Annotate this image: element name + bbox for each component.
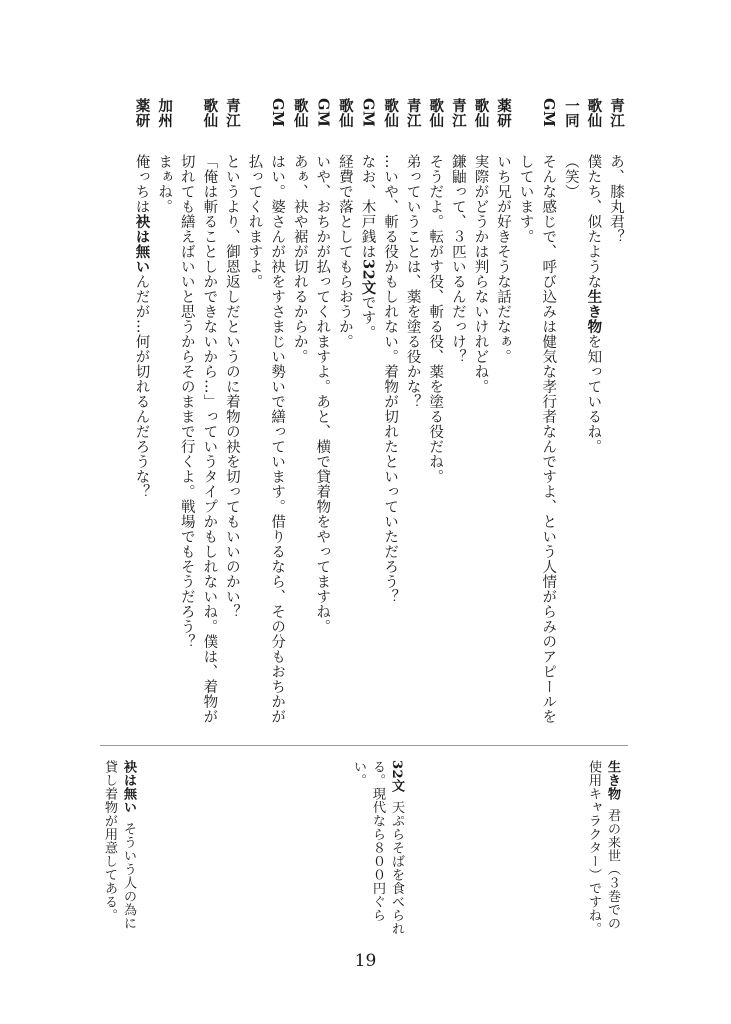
speaker-name: GM	[269, 98, 287, 128]
dialogue-line	[333, 98, 356, 738]
footnote-text: そういう人の為に貸し着物が用意してある。	[102, 760, 136, 930]
footnote-text: 天ぷらそばを食べられる。現代なら８００円ぐらい。	[351, 760, 404, 936]
footnote-term: 32文	[389, 760, 404, 793]
dialogue-text: あ、膝丸君？	[608, 154, 624, 244]
dialogue-line	[266, 98, 289, 738]
speaker-name: 歌仙	[585, 98, 603, 128]
dialogue-text: そんな感じで、呼び込みは健気な孝行者なんですよ、という人情がらみのアピールを	[540, 154, 557, 724]
dialogue-line	[356, 98, 379, 738]
dialogue-text: 経費で落としてもらおうか。	[336, 154, 353, 349]
footnote-term: 生き物	[605, 760, 620, 801]
dialogue-text: …いや、斬る役かもしれない。着物が切れたといっていただろう？	[382, 154, 399, 604]
annotated-term: 32文	[359, 259, 377, 296]
dialogue-line	[446, 98, 469, 738]
dialogue-text: 鎌鼬って、３匹いるんだっけ？	[449, 154, 466, 364]
speaker-name: GM	[359, 98, 377, 128]
dialogue-line	[378, 98, 401, 738]
footnote-term: 袂は無い	[121, 760, 136, 814]
dialogue-line	[559, 98, 582, 738]
speaker-name: 一同	[562, 98, 580, 128]
speaker-name: GM	[314, 98, 332, 128]
dialogue-text: いち兄が好きそうな話だなぁ。	[495, 154, 512, 364]
dialogue-text: いや、おちかが払ってくれますよ。あと、横で貸着物をやってますね。	[314, 154, 331, 634]
footnote-separator	[100, 745, 628, 746]
speaker-name: 歌仙	[472, 98, 490, 128]
dialogue-line	[401, 98, 424, 738]
dialogue-text: あぁ、袂や裾が切れるからか。	[291, 154, 308, 364]
footnote	[349, 760, 406, 940]
dialogue-line	[424, 98, 447, 738]
dialogue-text: 弟っていうことは、薬を塗る役かな？	[404, 154, 421, 409]
footnote	[584, 760, 622, 940]
dialogue-line	[153, 98, 176, 738]
dialogue-text: 切れても繕えばいいと思うからそのままで行くよ。戦場でもそうだろう？	[178, 154, 195, 649]
speaker-name: 青江	[404, 98, 422, 128]
dialogue-text: 「俺は斬ることしかできないから…」っていうタイプかもしれないね。僕は、着物が	[201, 154, 218, 724]
dialogue-text: はい。婆さんが袂をすさまじい勢いで繕っています。借りるなら、その分もおちかが	[269, 154, 286, 724]
speaker-name: 加州	[156, 98, 174, 128]
dialogue-line	[198, 98, 221, 738]
footnote-text: 君の来世（３巻での使用キャラクター）ですね。	[586, 760, 620, 936]
dialogue-text: というより、御恩返しだというのに着物の袂を切ってもいいのかい？	[223, 154, 240, 619]
dialogue-text: なお、木戸銭は	[359, 154, 376, 259]
dialogue-text: 実際がどうかは判らないけれどね。	[472, 154, 489, 394]
dialogue-line	[604, 98, 627, 738]
speaker-name: GM	[540, 98, 558, 128]
speaker-name: 歌仙	[291, 98, 309, 128]
dialogue-line	[288, 98, 311, 738]
script-body	[107, 98, 627, 738]
dialogue-line	[514, 98, 537, 738]
speaker-name: 薬研	[133, 98, 151, 128]
page-number: 19	[354, 951, 377, 971]
speaker-name: 青江	[223, 98, 241, 128]
dialogue-text: んだが…何が切れるんだろうな？	[133, 274, 150, 499]
annotated-term: 袂は無い	[133, 214, 151, 274]
annotated-term: 生き物	[585, 289, 603, 334]
dialogue-line	[243, 98, 266, 738]
dialogue-line	[175, 98, 198, 738]
dialogue-line	[491, 98, 514, 738]
footnotes	[100, 760, 628, 940]
speaker-name: 歌仙	[336, 98, 354, 128]
dialogue-text: そうだよ。転がす役、斬る役、薬を塗る役だね。	[427, 154, 444, 484]
dialogue-line	[469, 98, 492, 738]
dialogue-line	[130, 98, 153, 738]
dialogue-text: です。	[359, 295, 376, 341]
speaker-name: 歌仙	[201, 98, 219, 128]
dialogue-line	[311, 98, 334, 738]
dialogue-line	[582, 98, 605, 738]
dialogue-line	[220, 98, 243, 738]
dialogue-text: 俺っちは	[133, 154, 150, 214]
speaker-name: 薬研	[495, 98, 513, 128]
dialogue-text: を知っているね。	[585, 334, 602, 454]
speaker-name: 歌仙	[427, 98, 445, 128]
dialogue-text: しています。	[517, 154, 534, 244]
speaker-name: 青江	[449, 98, 467, 128]
speaker-name: 青江	[608, 98, 625, 128]
dialogue-line	[537, 98, 560, 738]
footnote	[100, 760, 138, 940]
dialogue-text: 払ってくれますよ。	[246, 154, 263, 289]
dialogue-text: （笑）	[562, 154, 579, 199]
dialogue-text: 僕たち、似たような	[585, 154, 602, 289]
dialogue-text: まぁね。	[156, 154, 173, 214]
speaker-name: 歌仙	[382, 98, 400, 128]
